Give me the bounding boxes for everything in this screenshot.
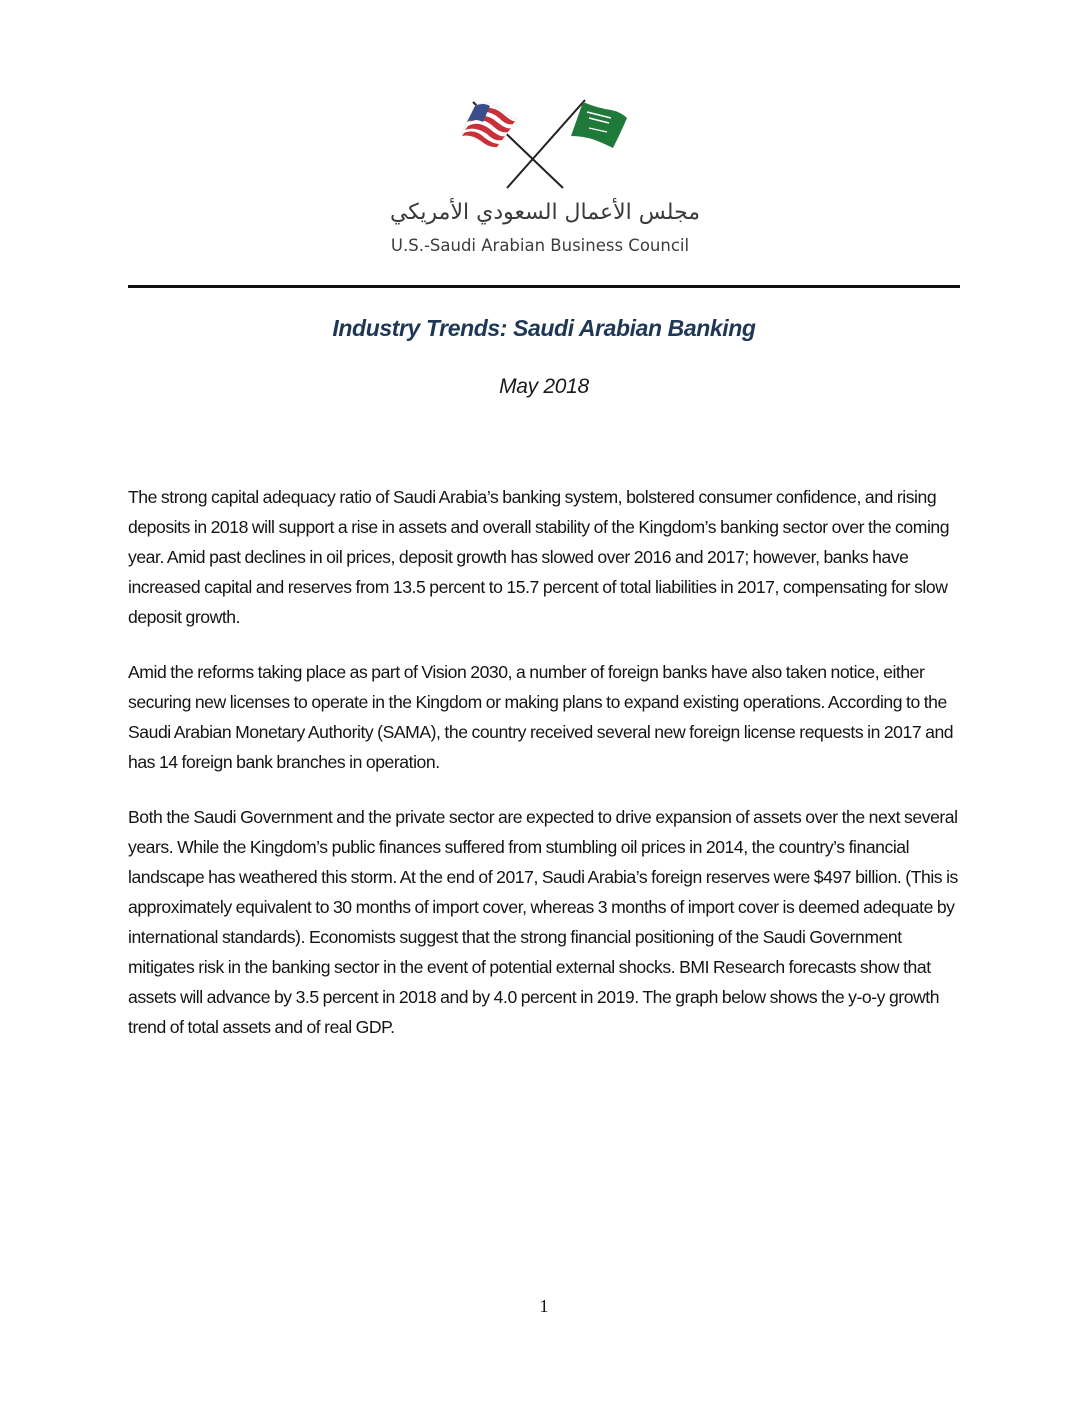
council-english-name: U.S.-Saudi Arabian Business Council — [390, 236, 690, 255]
saudi-flag-icon — [571, 102, 627, 148]
paragraph: Both the Saudi Government and the private sector are expected to drive expansion of assets over the next several years. While the Kingdom’s public finances suffered from stumbling oil prices in 2014, the country’s financial landscape has weathered this storm. At the end of 2017, Saudi Arabia’s foreign reserves were $497 billion. (This is approximately equivalent to 30 months of import cover, whereas 3 months of import cover is deemed adequate by international standards). Economists suggest that the strong financial positioning of the Saudi Government mitigates risk in the banking sector in the event of potential external shocks. BMI Research forecasts show that assets will advance by 3.5 percent in 2018 and by 4.0 percent in 2019. The graph below shows the y-o-y growth trend of total assets and of real GDP. — [128, 807, 958, 1037]
paragraph: Amid the reforms taking place as part of Vision 2030, a number of foreign banks have also taken notice, either securing new licenses to operate in the Kingdom or making plans to expand existing operations. According to the Saudi Arabian Monetary Authority (SAMA), the country received several new foreign license requests in 2017 and has 14 foreign bank branches in operation. — [128, 662, 954, 772]
document-body — [128, 482, 968, 1067]
header-divider — [128, 285, 960, 288]
crossed-flags-icon — [455, 96, 635, 194]
paragraph: The strong capital adequacy ratio of Saudi Arabia’s banking system, bolstered consumer confidence, and rising deposits in 2018 will support a rise in assets and overall stability of the Kingdom’s banking sector over the coming year. Amid past declines in oil prices, deposit growth has slowed over 2016 and 2017; however, banks have increased capital and reserves from 13.5 percent to 15.7 percent of total liabilities in 2017, compensating for slow deposit growth. — [128, 487, 950, 627]
us-flag-icon — [461, 103, 517, 147]
council-logo — [455, 96, 635, 194]
document-date: May 2018 — [499, 375, 589, 398]
document-title: Industry Trends: Saudi Arabian Banking — [332, 315, 756, 341]
page-number: 1 — [539, 1296, 549, 1316]
council-arabic-name: مجلس الأعمال السعودي الأمريكي — [389, 200, 701, 225]
